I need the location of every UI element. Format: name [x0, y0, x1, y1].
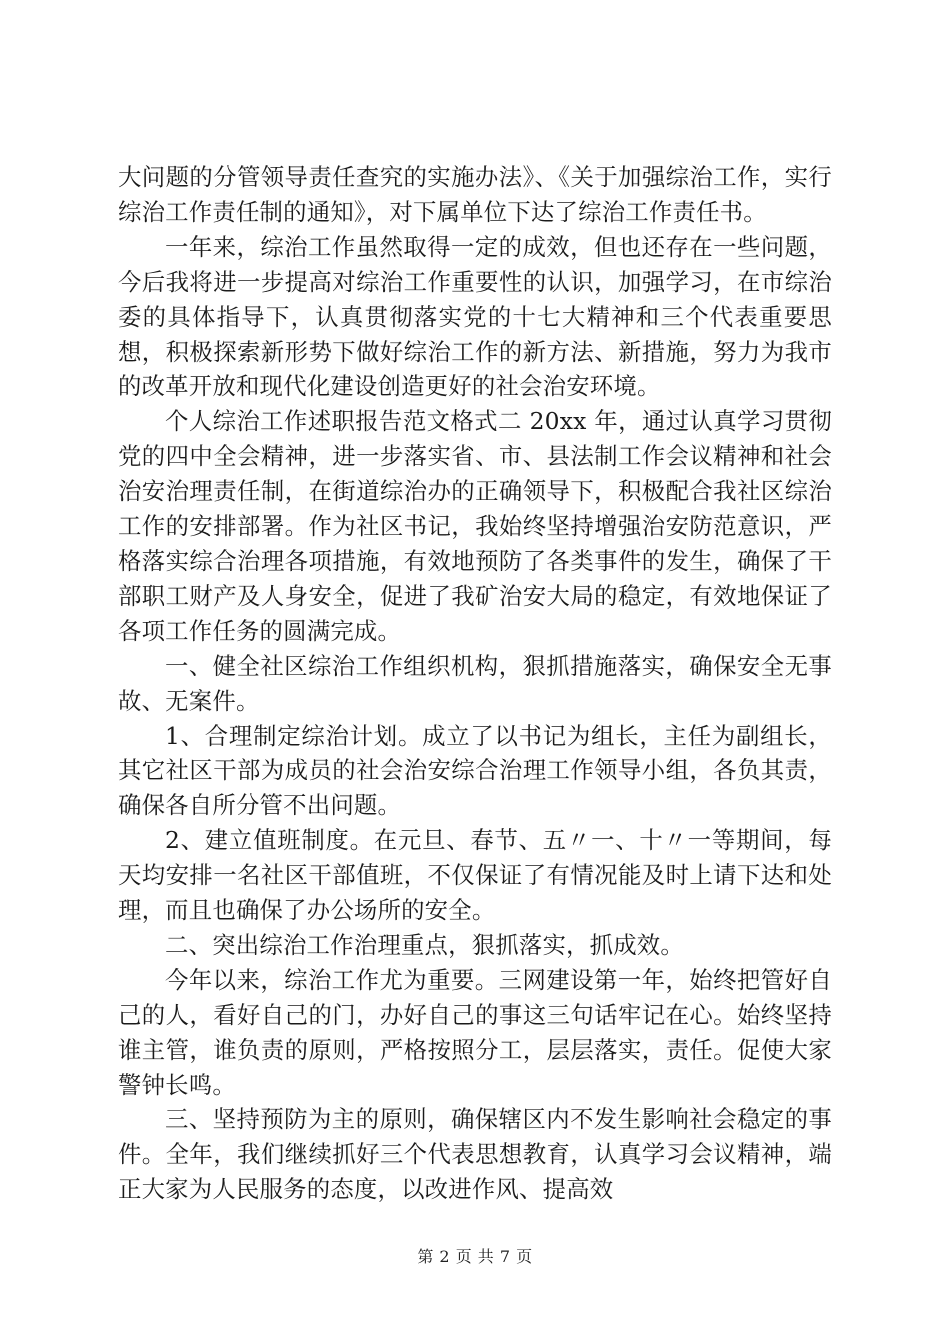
paragraph-9: 三、坚持预防为主的原则，确保辖区内不发生影响社会稳定的事件。全年，我们继续抓好三个代表思想教育，认真学习会议精神，端正大家为人民服务的态度，以改进作风、提高效: [118, 1105, 832, 1204]
paragraph-8: 今年以来，综治工作尤为重要。三网建设第一年，始终把管好自己的人，看好自己的门，办好自己的事这三句话牢记在心。始终坚持谁主管，谁负责的原则，严格按照分工，层层落实，责任。促使大家警钟长鸣。: [118, 965, 832, 1099]
paragraph-4: 一、健全社区综治工作组织机构，狠抓措施落实，确保安全无事故、无案件。: [118, 651, 832, 715]
paragraph-7: 二、突出综治工作治理重点，狠抓落实，抓成效。: [165, 930, 684, 959]
paragraph-3: 个人综治工作述职报告范文格式二 20xx 年，通过认真学习贯彻党的四中全会精神，进一步落实省、市、县法制工作会议精神和社会治安治理责任制，在街道综治办的正确领导下，积极配合我社区综治工作的安排部署。作为社区书记，我始终坚持增强治安防范意识，严格落实综合治理各项措施，有效地预防了各类事件的发生，确保了干部职工财产及人身安全，促进了我矿治安大局的稳定，有效地保证了各项工作任务的圆满完成。: [118, 407, 832, 645]
paragraph-6: 2、建立值班制度。在元旦、春节、五〃一、十〃一等期间，每天均安排一名社区干部值班，不仅保证了有情况能及时上请下达和处理，而且也确保了办公场所的安全。: [118, 826, 832, 925]
paragraph-2: 一年来，综治工作虽然取得一定的成效，但也还存在一些问题，今后我将进一步提高对综治工作重要性的认识，加强学习，在市综治委的具体指导下，认真贯彻落实党的十七大精神和三个代表重要思想，积极探索新形势下做好综治工作的新方法、新措施，努力为我市的改革开放和现代化建设创造更好的社会治安环境。: [118, 232, 832, 401]
paragraph-1: 大问题的分管领导责任查究的实施办法》、《关于加强综治工作，实行综治工作责任制的通知》，对下属单位下达了综治工作责任书。: [118, 163, 832, 226]
page-number-footer: 第 2 页 共 7 页: [417, 1247, 533, 1266]
document-body: [118, 160, 832, 1207]
paragraph-5: 1、合理制定综治计划。成立了以书记为组长，主任为副组长，其它社区干部为成员的社会治安综合治理工作领导小组，各负其责，确保各自所分管不出问题。: [118, 721, 832, 820]
